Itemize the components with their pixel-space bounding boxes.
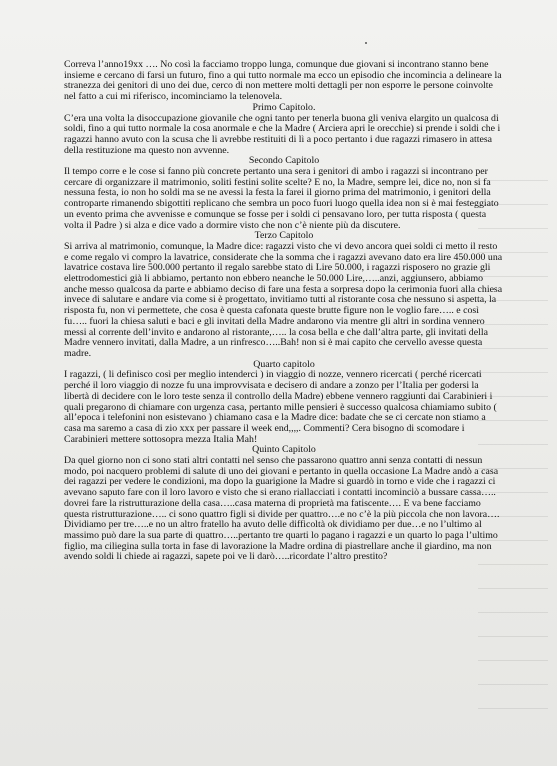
chapter-title: Quarto capitolo bbox=[253, 358, 315, 370]
chapter-text: Il tempo corre e le cose si fanno più concrete pertanto una sera i genitori di ambo i ragazzi si incontrano per cercare di organizzare il matrimonio, soliti festini solite scelte? E no, la Madre, sempre lei, dice no, non si fa nessuna festa, io non ho soldi ma se ne avessi la festa la farei il giorno prima del matrimonio, i genitori della controparte rimanendo sbigottiti replicano che sembra un poco fuori luogo quella idea non si è mai festeggiato un evento prima che avvenisse e comunque se fosse per i soldi ci pensavano loro, per tutta risposta ( questa volta il Padre ) si alza e dice vado a dormire visto che non c’è niente più da discutere. bbox=[64, 166, 499, 231]
chapter-title: Primo Capitolo. bbox=[252, 101, 316, 113]
chapter-title: Secondo Capitolo bbox=[248, 155, 320, 167]
chapter-text: Si arriva al matrimonio, comunque, la Madre dice: ragazzi visto che vi devo ancora quei soldi ci metto il resto e come regalo vi compro la lavatrice, considerate che la somma che i ragazzi avevano dato era lire 450.000 una lavatrice costava lire 500.000 pertanto il regalo sarebbe stato di Lire 50.000, i ragazzi risposero no grazie gli elettrodomestici già li abbiamo, pertanto non ebbero neanche le 50.000 Lire,…..anzi, aggiunsero, abbiamo anche messo qualcosa da parte e abbiamo deciso di fare una festa a sorpresa dopo la cerimonia fuori alla chiesa invece di salutare e andare via come si è progettato, invitiamo tutti al ristorante cosa che nessuno si aspetta, la risposta fu, non vi permettete, che cosa è questa cafonata queste brutte figure non le voglio fare….. e così fu….. fuori la chiesa saluti e baci e gli invitati della Madre andarono via mentre gli altri in sordina vennero messi al corrente dell’invito e andarono al ristorante,….. la cosa bella e che dall’altra parte, gli invitati della Madre vennero invitati, dalla Madre, a un rinfresco…..Bah! non si è mai capito che cervello avesse questa madre. bbox=[64, 240, 503, 359]
chapter-title: Terzo Capitolo bbox=[254, 230, 314, 242]
chapter-title: Quinto Capitolo bbox=[252, 444, 316, 456]
chapter-text: C’era una volta la disoccupazione giovanile che ogni tanto per tenerla buona gli veniva elargito un qualcosa di soldi, fino a qui tutto normale la cosa anormale e che la Madre ( Arciera apri le orecchie) si prende i soldi che i ragazzi hanno avuto con la scusa che li avrebbe restituiti di lì a poco pertanto i due ragazzi rimasero in attesa della restituzione ma questo non avvenne. bbox=[64, 112, 501, 156]
document-body bbox=[64, 60, 504, 563]
intro-paragraph: Correva l’anno19xx …. No così la facciamo troppo lunga, comunque due giovani si incontrano stanno bene insieme e cercano di farsi un futuro, fino a qui tutto normale ma ecco un episodio che incomincia a delineare la stranezza dei genitori di uno dei due, cerco di non mettere molti dettagli per non esporre le persone coinvolte nel fatto a cui mi riferisco, incominciamo la telenovela. bbox=[64, 59, 502, 103]
chapter-text: I ragazzi, ( li definisco così per meglio intenderci ) in viaggio di nozze, vennero ricercati ( perché ricercati perché il loro viaggio di nozze fu una improvvisata e decisero di andare a zonzo per l’Italia per godersi la libertà di decidere con le loro teste senza il controllo della Madre) ebbene vennero raggiunti dai Carabinieri i quali pregarono di chiamare con urgenza casa, pertanto mille pensieri è successo qualcosa chiamiamo subito ( all’epoca i telefonini non esistevano ) chiamano casa e la Madre dice: badate che se ci cercate non stiamo a casa ma saremo a casa di zio xxx per passare il week end,,,,. Commenti? Cera bisogno di scomodare i Carabinieri mettere sottosopra mezza Italia Mah! bbox=[64, 369, 497, 445]
chapter-text: Da quel giorno non ci sono stati altri contatti nel senso che passarono quattro anni senza contatti di nessun modo, poi nacquero problemi di salute di uno dei giovani e pertanto in quella occasione La Madre andò a casa dei ragazzi per vedere le condizioni, ma dopo la guarigione la Madre si guardò in torno e vide che i ragazzi ci avevano saputo fare con il loro lavoro e visto che si erano riallacciati i contatti incominciò a bussare cassa….. dovrei fare la ristrutturazione della casa…..casa materna di proprietà ma fatiscente…. E va bene facciamo questa ristrutturazione….. ci sono quattro figli si divide per quattro….e no c’è la più piccola che non lavora…. Dividiamo per tre…..e no un altro fratello ha avuto delle difficoltà ok dividiamo per due…e no l’ultimo al massimo può dare la sua parte di quattro…..pertanto tre quarti lo pagano i ragazzi e un quarto lo paga l’ultimo figlio, ma ciliegina sulla torta in fase di lavorazione la Madre ordina di piastrellare anche il giardino, ma non avendo soldi li chiede ai ragazzi, sapete poi ve li darò…..ricordate l’altro prestito? bbox=[64, 455, 500, 563]
scan-speck bbox=[365, 42, 367, 44]
